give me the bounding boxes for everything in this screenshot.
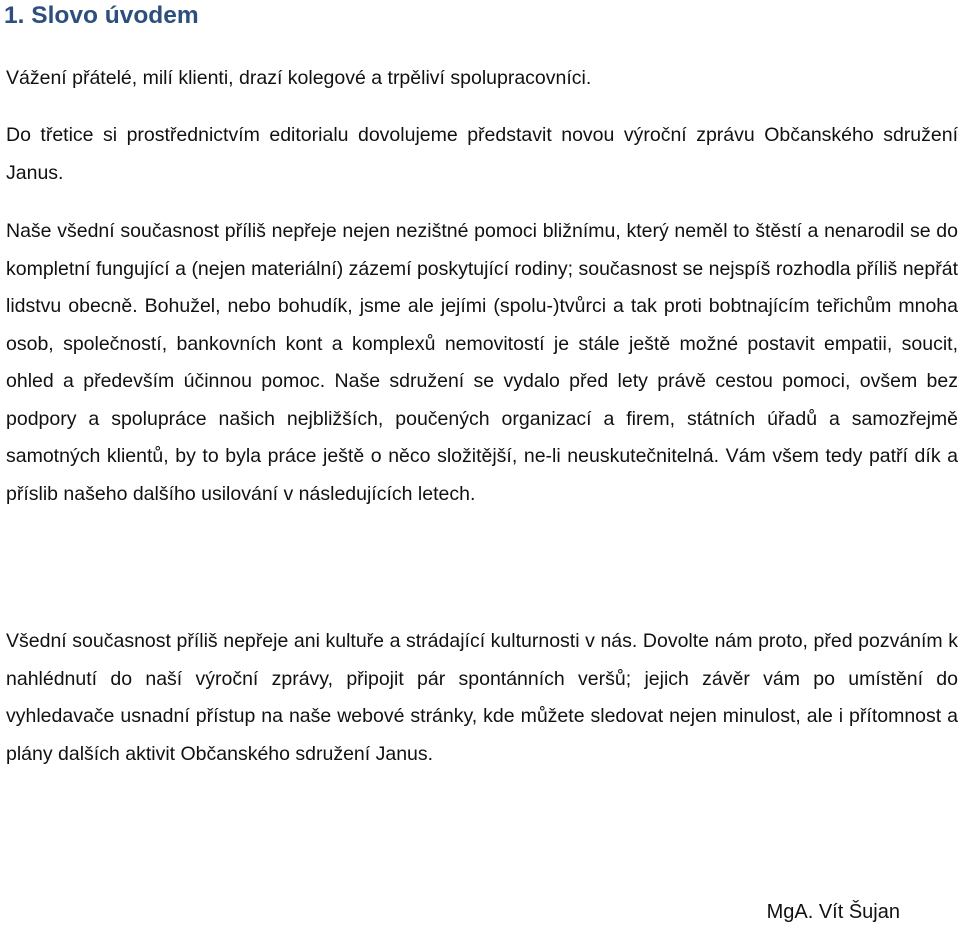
main-paragraph: Naše všední současnost příliš nepřeje nejen nezištné pomoci bližnímu, který neměl to štěstí a nenarodil se do kompletní fungující a (nejen materiální) zázemí poskytující rodiny; současnost se nejspíš rozhodla příliš nepřát lidstvu obecně. Bohužel, nebo bohudík, jsme ale jejími (spolu-)tvůrci a tak proti bobtnajícím teřichům mnoha osob, společností, bankovních kont a komplexů nemovitostí je stále ještě možné postavit empatii, soucit, ohled a především účinnou pomoc. Naše sdružení se vydalo před lety právě cestou pomoci, ovšem bez podpory a spolupráce našich nejbližších, poučených organizací a firem, státních úřadů a samozřejmě samotných klientů, by to byla práce ještě o něco složitější, ne-li neuskutečnitelná. Vám všem tedy patří dík a příslib našeho dalšího usilování v následujících letech. [6,220,958,505]
greeting-paragraph: Vážení přátelé, milí klienti, drazí kolegové a trpěliví spolupracovníci. [6,67,592,89]
intro-paragraph: Do třetice si prostřednictvím editorialu dovolujeme představit novou výroční zprávu Občanského sdružení Janus. [6,124,958,184]
section-heading: 1. Slovo úvodem [4,2,199,29]
culture-paragraph: Všední současnost příliš nepřeje ani kultuře a strádající kulturnosti v nás. Dovolte nám proto, před pozváním k nahlédnutí do naší výroční zprávy, připojit pár spontánních veršů; jejich závěr vám po umístění do vyhledavače usnadní přístup na naše webové stránky, kde můžete sledovat nejen minulost, ale i přítomnost a plány dalších aktivit Občanského sdružení Janus. [6,630,958,765]
author-signature: MgA. Vít Šujan [766,901,900,923]
